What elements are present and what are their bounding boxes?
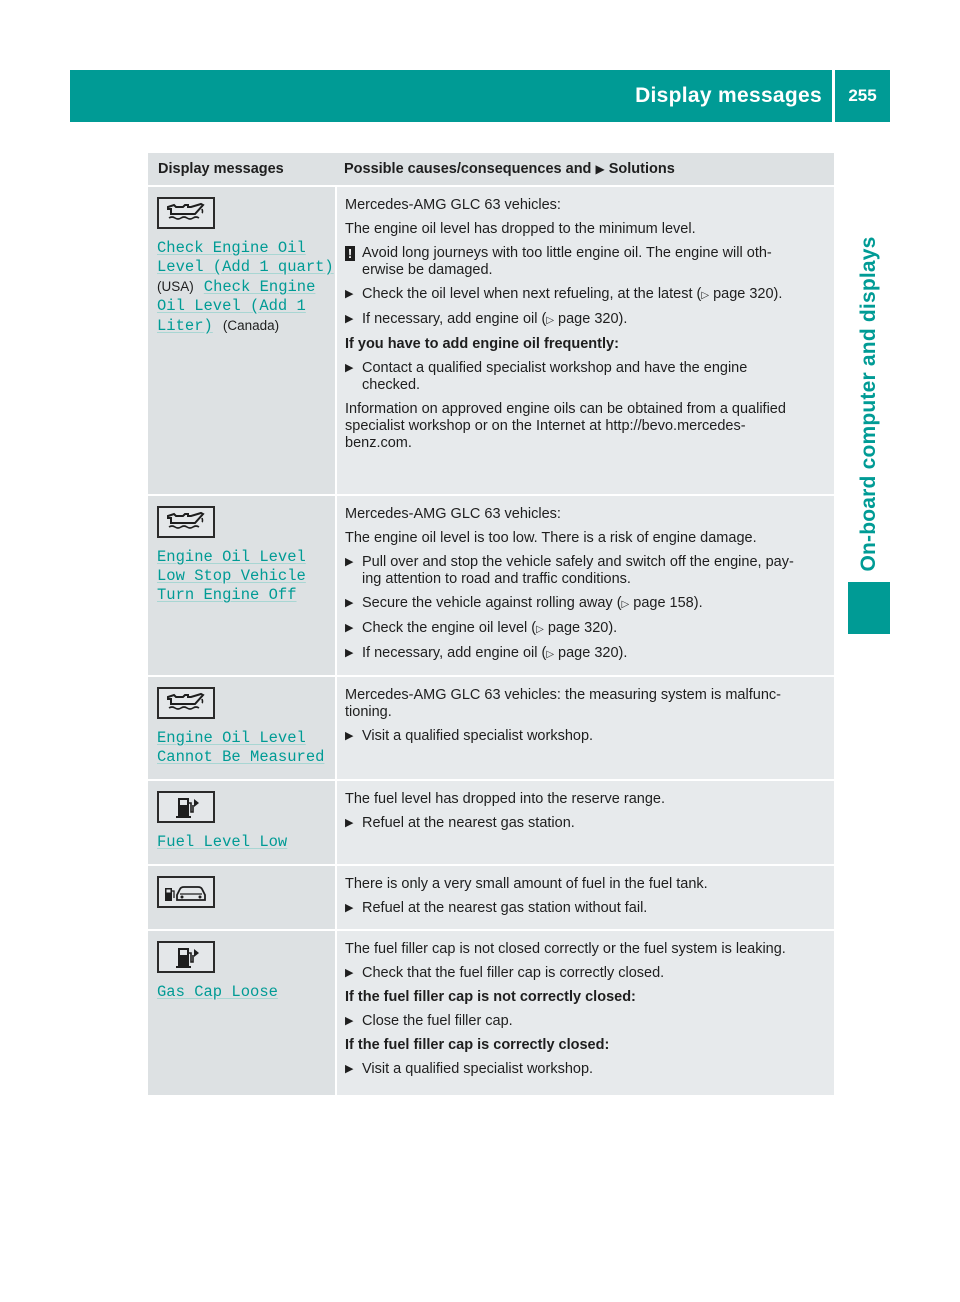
step-arrow-icon: ▶	[345, 556, 354, 568]
cause-line: Mercedes-AMG GLC 63 vehicles: the measuring system is malfunc-	[345, 687, 781, 703]
display-messages-table	[148, 153, 834, 1097]
table-row	[148, 930, 834, 1096]
play-arrow-icon: ▶	[595, 162, 605, 176]
solution-cell	[336, 865, 834, 930]
cause-text: The fuel level has dropped into the reserve range.	[345, 791, 666, 807]
step-text: ing attention to road and traffic conditions.	[362, 571, 631, 587]
step-arrow-icon: ▶	[345, 647, 354, 659]
display-message-cell	[148, 930, 336, 1096]
solution-step	[345, 620, 828, 638]
page-title	[70, 70, 822, 122]
solution-cell	[336, 495, 834, 676]
info-line: benz.com.	[345, 435, 412, 451]
side-tab-marker	[848, 582, 890, 634]
page-ref-icon: ▷	[546, 315, 555, 326]
warning-text: Avoid long journeys with too little engine oil. The engine will oth-	[362, 245, 772, 261]
solution-step	[345, 815, 828, 832]
step-text: If necessary, add engine oil (	[362, 311, 547, 327]
col-header-solutions-text: Solutions	[608, 161, 675, 177]
solution-step	[345, 965, 828, 982]
col-header-display-messages: Display messages	[148, 153, 336, 186]
oil-can-icon	[157, 506, 215, 538]
step-text: Visit a qualified specialist workshop.	[362, 1061, 594, 1077]
solution-step	[345, 595, 828, 613]
display-message-cell	[148, 865, 336, 930]
page-reference-link[interactable]: page 320).	[713, 286, 783, 302]
solution-step	[345, 360, 828, 394]
page-ref-icon: ▷	[701, 290, 710, 301]
solution-step	[345, 645, 828, 663]
fuel-pump-icon	[157, 791, 215, 823]
solution-step	[345, 1061, 828, 1078]
col-header-causes-text: Possible causes/consequences and	[344, 161, 592, 177]
step-text: Check that the fuel filler cap is correctly closed.	[362, 965, 665, 981]
step-text: checked.	[362, 377, 421, 393]
step-arrow-icon: ▶	[345, 597, 354, 609]
step-arrow-icon: ▶	[345, 1015, 354, 1027]
display-message-cell	[148, 780, 336, 865]
condition-heading: If you have to add engine oil frequently:	[345, 336, 619, 352]
display-message-cell	[148, 495, 336, 676]
display-message-cell	[148, 186, 336, 495]
step-text: Pull over and stop the vehicle safely and switch off the engine, pay-	[362, 554, 794, 570]
display-text-line: Low Stop Vehicle	[157, 567, 306, 585]
step-text: If necessary, add engine oil (	[362, 645, 547, 661]
condition-heading: If the fuel filler cap is not correctly closed:	[345, 989, 636, 1005]
step-arrow-icon: ▶	[345, 313, 354, 325]
solution-step	[345, 286, 828, 304]
table-row	[148, 676, 834, 780]
warning-icon: !	[345, 246, 355, 261]
step-text: Visit a qualified specialist workshop.	[362, 728, 594, 744]
display-text-line: Fuel Level Low	[157, 833, 288, 851]
display-text-line: Liter)	[157, 317, 213, 335]
page-reference-link[interactable]: page 320).	[558, 311, 628, 327]
page-ref-icon: ▷	[546, 649, 555, 660]
cause-line: tioning.	[345, 704, 392, 720]
table-header-row	[148, 153, 834, 186]
step-arrow-icon: ▶	[345, 288, 354, 300]
step-text: Refuel at the nearest gas station without fail.	[362, 900, 648, 916]
solution-step	[345, 900, 828, 917]
cause-text: There is only a very small amount of fuel in the fuel tank.	[345, 876, 708, 892]
step-text: Refuel at the nearest gas station.	[362, 815, 575, 831]
solution-step	[345, 311, 828, 329]
region-label-usa: (USA)	[157, 279, 194, 294]
info-line: specialist workshop or on the Internet at http://bevo.mercedes-	[345, 418, 746, 434]
page-number: 255	[848, 86, 877, 105]
solution-step	[345, 728, 828, 745]
step-text: Check the oil level when next refueling, at the latest (	[362, 286, 702, 302]
fuel-pump-icon	[157, 941, 215, 973]
display-text-line: Check Engine Oil	[157, 239, 306, 257]
step-text: Secure the vehicle against rolling away (	[362, 595, 622, 611]
warning-note	[345, 245, 828, 279]
display-text-line: Engine Oil Level	[157, 729, 306, 747]
fuel-reserve-car-icon	[157, 876, 215, 908]
table-row	[148, 186, 834, 495]
display-text-line: Turn Engine Off	[157, 586, 297, 604]
step-arrow-icon: ▶	[345, 1063, 354, 1075]
step-arrow-icon: ▶	[345, 730, 354, 742]
region-label-canada: (Canada)	[222, 318, 280, 333]
cause-text: The fuel filler cap is not closed correctly or the fuel system is leaking.	[345, 941, 786, 957]
info-line: Information on approved engine oils can be obtained from a qualified	[345, 401, 786, 417]
solution-cell	[336, 780, 834, 865]
vehicle-note: Mercedes-AMG GLC 63 vehicles:	[345, 197, 561, 213]
display-text-line: Check Engine	[203, 278, 316, 296]
oil-can-icon	[157, 687, 215, 719]
solution-step	[345, 554, 828, 588]
step-arrow-icon: ▶	[345, 967, 354, 979]
step-arrow-icon: ▶	[345, 622, 354, 634]
cause-text: The engine oil level has dropped to the minimum level.	[345, 221, 696, 237]
oil-can-icon	[157, 197, 215, 229]
warning-text: erwise be damaged.	[362, 262, 493, 278]
solution-step	[345, 1013, 828, 1030]
info-text	[345, 401, 828, 452]
display-text-line: Engine Oil Level	[157, 548, 306, 566]
step-arrow-icon: ▶	[345, 902, 354, 914]
display-text-line: Cannot Be Measured	[157, 748, 325, 766]
col-header-causes	[336, 153, 834, 186]
step-text: Contact a qualified specialist workshop and have the engine	[362, 360, 748, 376]
step-arrow-icon: ▶	[345, 817, 354, 829]
condition-heading: If the fuel filler cap is correctly closed:	[345, 1037, 610, 1053]
solution-cell	[336, 930, 834, 1096]
step-text: Check the engine oil level (	[362, 620, 537, 636]
solution-cell	[336, 186, 834, 495]
side-tab-label: On-board computer and displays	[857, 236, 880, 572]
table-row	[148, 865, 834, 930]
page-ref-icon: ▷	[536, 624, 544, 635]
page-title-text: Display messages	[635, 84, 822, 107]
page-ref-icon: ▷	[621, 599, 630, 610]
step-arrow-icon: ▶	[345, 362, 354, 374]
display-text-line: Gas Cap Loose	[157, 983, 278, 1001]
page-reference-link[interactable]: page 320).	[558, 645, 628, 661]
page-reference-link[interactable]: page 158).	[633, 595, 703, 611]
display-text-line: Oil Level (Add 1	[157, 297, 306, 315]
vehicle-note: Mercedes-AMG GLC 63 vehicles:	[345, 506, 561, 522]
page-reference-link[interactable]: page 320).	[547, 620, 618, 636]
table-row	[148, 780, 834, 865]
table-row	[148, 495, 834, 676]
cause-text: The engine oil level is too low. There is a risk of engine damage.	[345, 530, 757, 546]
cause-text	[345, 687, 828, 721]
step-text: Close the fuel filler cap.	[362, 1013, 513, 1029]
display-text-line: Level (Add 1 quart)	[157, 258, 334, 276]
solution-cell	[336, 676, 834, 780]
display-message-cell	[148, 676, 336, 780]
